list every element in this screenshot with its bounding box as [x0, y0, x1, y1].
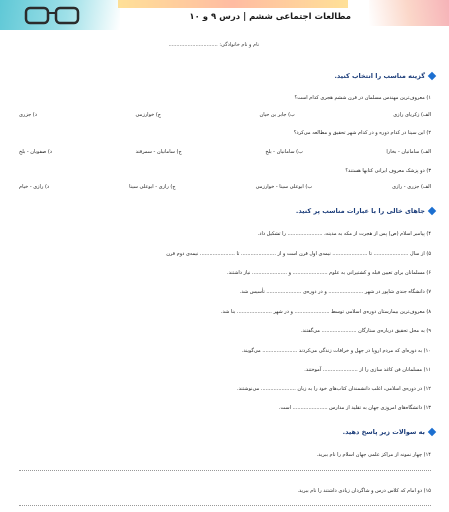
- fill-item-10[interactable]: ۱۰) به دوره‌ای که مردم اروپا در جهل و خرافات زندگی می‌کردند ...................... می‌گویند.: [241, 348, 431, 354]
- fill-item-4[interactable]: ۴) پیامبر اسلام (ص) پس از هجرت از مکه به مدینه، ...................... را تشکیل داد.: [257, 231, 431, 237]
- fill-item-6[interactable]: ۶) مسلمانان برای تعیین قبله و کشتیرانی به علوم ...................... و ...................... نیاز داشتند.: [226, 270, 431, 276]
- page-title: مطالعات اجتماعی ششم | درس ۹ و ۱۰: [189, 12, 351, 22]
- section-heading-short-answer: [343, 428, 435, 436]
- section-heading-multiple-choice: [334, 72, 435, 80]
- section-heading-text: گزینه مناسب را انتخاب کنید.: [334, 72, 425, 80]
- student-name-field[interactable]: نام و نام خانوادگی: ...............................: [168, 42, 259, 48]
- header-decoration-strip: [118, 0, 348, 8]
- diamond-bullet-icon: [428, 72, 436, 80]
- fill-item-7[interactable]: ۷) دانشگاه جندی شاپور در شهر ...................... و در دوره‌ی ...................... تأسیس شد.: [239, 289, 431, 295]
- question-14: ۱۴) چهار نمونه از مراکز علمی جهان اسلام را نام ببرید.: [316, 452, 431, 458]
- fill-item-12[interactable]: ۱۲) در دوره‌ی اسلامی، اغلب دانشمندان کتاب‌های خود را به زبان ...................... می‌نوشتند.: [237, 386, 431, 392]
- question-15: ۱۵) دو امام که کلاس درس و شاگردان زیادی داشتند را نام ببرید.: [297, 488, 431, 494]
- option[interactable]: ج) رازی - ابوعلی سینا: [129, 184, 176, 190]
- fill-item-13[interactable]: ۱۳) دانشگاه‌های امروزی جهان به تقلید از مدارس ...................... است.: [278, 405, 431, 411]
- option[interactable]: د) صفویان - بلخ: [19, 149, 52, 155]
- diamond-bullet-icon: [428, 428, 436, 436]
- header-decoration-right: [369, 0, 449, 26]
- fill-item-11[interactable]: ۱۱) مسلمانان فن کاغذ سازی را از ...................... آموختند.: [304, 367, 431, 373]
- question-1: ۱) معروف‌ترین مهندس مسلمان در قرن ششم هجری کدام است؟: [294, 95, 431, 101]
- option[interactable]: الف) جزری - رازی: [392, 184, 431, 190]
- fill-item-8[interactable]: ۸) معروف‌ترین بیمارستان دوره‌ی اسلامی توسط ...................... و در شهر ...................... بنا شد.: [220, 309, 431, 315]
- option[interactable]: ب) سامانیان - بلخ: [265, 149, 303, 155]
- section-heading-fill-blanks: [296, 207, 435, 215]
- option[interactable]: د) جزری: [19, 112, 37, 118]
- question-2: ۲) ابن سینا در کدام دوره و در کدام شهر تحقیق و مطالعه می‌کرد؟: [293, 130, 431, 136]
- question-1-options: [19, 112, 431, 118]
- answer-line[interactable]: [19, 505, 431, 506]
- question-3-options: [19, 184, 431, 190]
- section-heading-text: جاهای خالی را با عبارات مناسب پر کنید.: [295, 207, 425, 215]
- option[interactable]: ب) جابر بن حیان: [259, 112, 295, 118]
- section-heading-text: به سوالات زیر پاسخ دهید.: [342, 428, 425, 436]
- option[interactable]: ب) ابوعلی سینا - خوارزمی: [255, 184, 313, 190]
- option[interactable]: د) رازی - خیام: [19, 184, 50, 190]
- option[interactable]: ج) سامانیان - سمرقند: [135, 149, 182, 155]
- glasses-icon: [20, 2, 90, 32]
- option[interactable]: الف) سامانیان - بخارا: [386, 149, 431, 155]
- fill-item-9[interactable]: ۹) به محل تحقیق درباره‌ی ستارگان ...................... می‌گفتند.: [300, 328, 431, 334]
- header-band: [0, 0, 449, 34]
- answer-line[interactable]: [19, 470, 431, 471]
- option[interactable]: ج) خوارزمی: [135, 112, 162, 118]
- option[interactable]: الف) زکریای رازی: [393, 112, 431, 118]
- question-2-options: [19, 149, 431, 155]
- fill-item-5[interactable]: ۵) از سال ...................... تا ...................... نیمه‌ی اول قرن است و از ...................... تا ...................... نیمه‌ی دوم قرن: [166, 251, 431, 257]
- diamond-bullet-icon: [428, 207, 436, 215]
- question-3: ۳) دو پزشک معروف ایرانی کتابها هستند؟: [345, 168, 431, 174]
